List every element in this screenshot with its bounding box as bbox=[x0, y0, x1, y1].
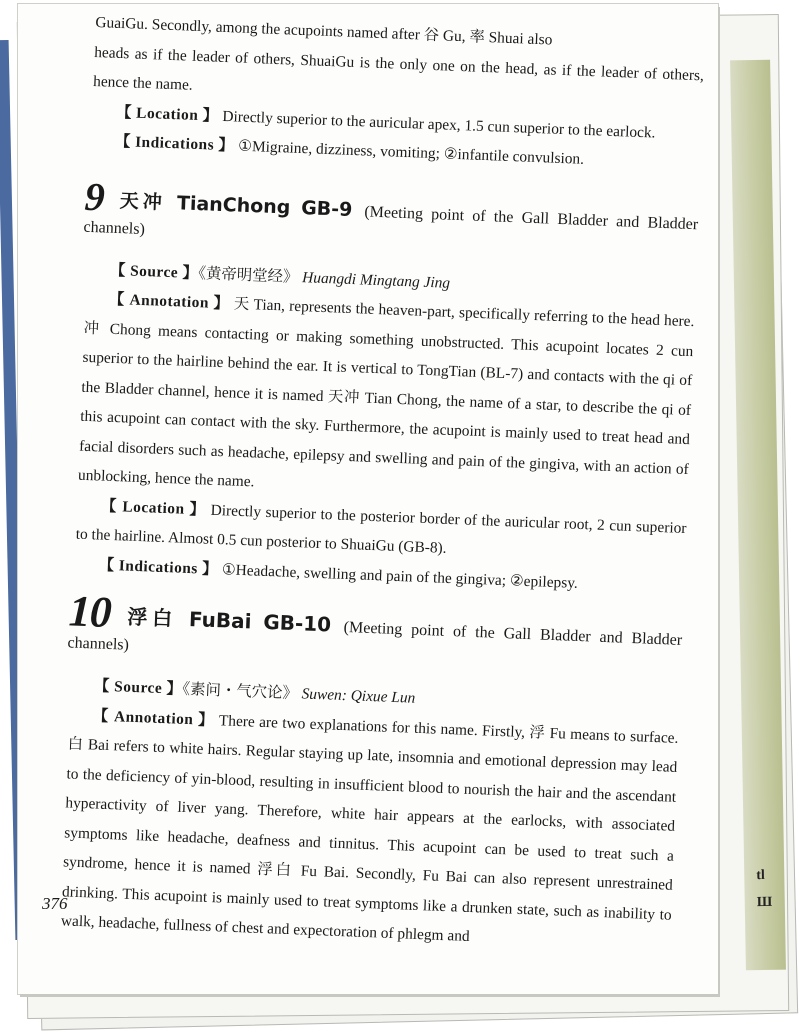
annotation-text: There are two explanations for this name. Firstly, 浮 Fu means to surface. 白 Bai refers to white hairs. Regular staying up late, insomnia and emotional depression may lead to the deficiency of yin-blood, resulting in insufficient blood to nourish the hair and the ascendant hyperactivity of liver yang. Therefore, white hair appears at the earlocks, with associated symptoms like headache, deafness and tinnitus. This acupoint can be used to treat such a syndrome, hence it is named 浮白 Fu Bai. Secondly, Fu Bai can also represent unrestrained drinking. This acupoint is mainly used to treat symptoms like a drunken state, such as inability to walk, headache, fullness of chest and expectoration of phlegm and bbox=[60, 711, 679, 946]
location-text: Directly superior to the auricular apex, 1.5 cun superior to the earlock. bbox=[222, 107, 656, 142]
page-content bbox=[60, 8, 705, 959]
next-page-glyph: Ш bbox=[756, 894, 773, 911]
acupoint-number: 10 bbox=[67, 586, 112, 637]
annotation-entry bbox=[60, 700, 679, 959]
location-label: 【 Location 】 bbox=[100, 497, 207, 519]
acupoint-description: (Meeting point of the Gall Bladder and Bladder channels) bbox=[83, 202, 699, 238]
annotation-label: 【 Annotation 】 bbox=[108, 290, 231, 313]
source-label: 【 Source 】 bbox=[93, 677, 183, 698]
source-title: Suwen: Qixue Lun bbox=[301, 685, 416, 707]
continued-text-line: heads as if the leader of others, ShuaiGu is the only one on the head, as if the leader of others, hence the name. bbox=[92, 43, 705, 94]
indications-text: ①Headache, swelling and pain of the gingiva; ②epilepsy. bbox=[221, 560, 579, 592]
location-label: 【 Location 】 bbox=[115, 103, 219, 125]
indications-label: 【 Indications 】 bbox=[98, 556, 219, 578]
page-number: 376 bbox=[42, 894, 68, 913]
acupoint-number: 9 bbox=[83, 173, 105, 219]
source-title: Huangdi Mingtang Jing bbox=[301, 268, 451, 292]
annotation-entry bbox=[77, 284, 694, 514]
acupoint-name: 浮白 FuBai GB-10 bbox=[126, 604, 332, 637]
next-page-glyph: tl bbox=[756, 867, 765, 884]
book-page bbox=[18, 4, 718, 994]
continued-text-line: GuaiGu. Secondly, among the acupoints named after 谷 Gu, 率 Shuai also bbox=[95, 13, 553, 49]
acupoint-name: 天冲 TianChong GB-9 bbox=[119, 189, 353, 221]
source-book: 《黄帝明堂经》 bbox=[198, 264, 299, 286]
source-label: 【 Source 】 bbox=[109, 261, 199, 282]
indications-label: 【 Indications 】 bbox=[114, 132, 235, 155]
annotation-text: 天 Tian, represents the heaven-part, specifically referring to the head here. 冲 Chong means contacting or making something unobstructed. This acupoint locates 2 cun superior to the hairline behind the ear. It is vertical to TongTian (BL-7) and contacts with the qi of the Bladder channel, hence it is named 天冲 Tian Chong, the name of a star, to describe the qi of this acupoint can contact with the sky. Furthermore, the acupoint is mainly used to treat head and facial disorders such as headache, epilepsy and swelling and pain of the gingiva, with an action of unblocking, hence the name. bbox=[77, 295, 695, 491]
source-book: 《素问・气穴论》 bbox=[182, 680, 299, 703]
indications-text: ①Migraine, dizziness, vomiting; ②infantile convulsion. bbox=[237, 137, 585, 168]
acupoint-description: (Meeting point of the Gall Bladder and Bladder channels) bbox=[67, 618, 683, 654]
location-text: Directly superior to the posterior border of the auricular root, 2 cun superior to the hairline. Almost 0.5 cun posterior to ShuaiGu (GB-8). bbox=[75, 501, 687, 557]
annotation-label: 【 Annotation 】 bbox=[92, 706, 215, 729]
